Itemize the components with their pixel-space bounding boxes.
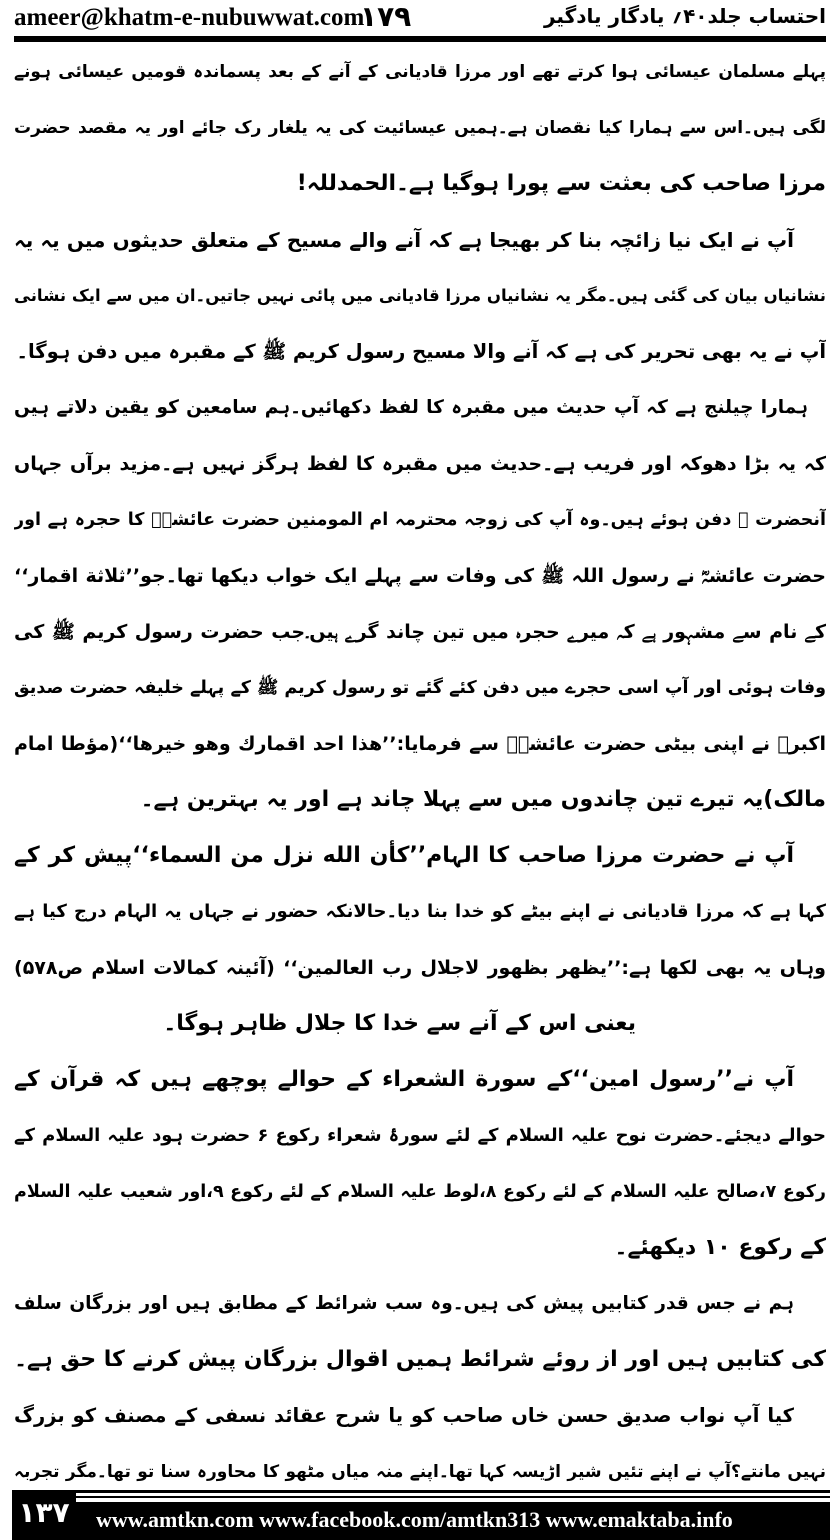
text-line: نشانیاں بیان کی گئی ہیں۔مگر یہ نشانیاں مرزا قادیانی میں پائی نہیں جاتیں۔ان میں سے ایک نشانی <box>14 286 826 305</box>
text-line: آنحضرت ﷺ دفن ہوئے ہیں۔وہ آپ کی زوجہ محترمہ ام المومنین حضرت عائشہؓ کا حجرہ ہے اور <box>14 510 826 530</box>
text-line: کے رکوع ۱۰ دیکھئے۔ <box>614 1235 826 1260</box>
text-line: ہمارا چیلنج ہے کہ آپ حدیث میں مقبرہ کا لفظ دکھائیں۔ہم سامعین کو یقین دلاتے ہیں <box>14 397 808 418</box>
footer-divider <box>76 1496 830 1498</box>
text-line: پہلے مسلمان عیسائی ہوا کرتے تھے اور مرزا قادیانی کے آنے کے بعد پسماندہ قومیں عیسائی ہونے <box>14 62 826 82</box>
text-line: مرزا صاحب کی بعثت سے پورا ہوگیا ہے۔الحمدللہ! <box>296 171 826 196</box>
text-line: حوالے دیجئے۔حضرت نوح علیہ السلام کے لئے سورۂ شعراء رکوع ۶ حضرت ہود علیہ السلام کے <box>14 1125 826 1146</box>
text-line: کہا ہے کہ مرزا قادیانی نے اپنے بیٹے کو خدا بنا دیا۔حالانکہ حضور نے جہاں یہ الہام درج کیا ہے <box>14 901 826 922</box>
text-line: کی کتابیں ہیں اور از روئے شرائط ہمیں اقوال بزرگان پیش کرنے کا حق ہے۔ <box>14 1347 826 1372</box>
text-line: ہم نے جس قدر کتابیں پیش کی ہیں۔وہ سب شرائط کے مطابق ہیں اور بزرگان سلف <box>14 1293 794 1314</box>
text-line: یعنی اس کے آنے سے خدا کا جلال ظاہر ہوگا۔ <box>163 1011 636 1036</box>
header-divider <box>14 36 826 42</box>
footer-divider <box>76 1490 830 1493</box>
text-line: کے نام سے مشہور ہے کہ میرے حجرہ میں تین چاند گرے ہیں۔جب حضرت رسول کریم ﷺ کی <box>14 621 826 643</box>
text-line: نہیں مانتے؟آپ نے اپنے تئیں شیر اڑیسہ کہا تھا۔اپنے منہ میاں مٹھو کا محاورہ سنا تو تھا۔مگر تجربہ <box>14 1462 826 1482</box>
text-line: حضرت عائشہؓ نے رسول اللہ ﷺ کی وفات سے پہلے ایک خواب دیکھا تھا۔جو’’ثلاثة اقمار‘‘ <box>14 565 826 587</box>
text-line: وفات ہوئی اور آپ اسی حجرے میں دفن کئے گئے تو رسول کریم ﷺ کے پہلے خلیفہ حضرت صدیق <box>14 678 826 698</box>
text-line: اکبرؓ نے اپنی بیٹی حضرت عائشہؓ سے فرمایا:’’ھذا احد اقمارك وھو خيرھا‘‘(مؤطا امام <box>14 733 826 755</box>
text-line: آپ نے یہ بھی تحریر کی ہے کہ آنے والا مسیح رسول کریم ﷺ کے مقبرہ میں دفن ہوگا۔ <box>16 340 826 363</box>
page-body <box>14 44 826 1500</box>
header-page-number: ۱۷۹ <box>360 0 412 33</box>
text-line: کہ یہ بڑا دھوکہ اور فریب ہے۔حدیث میں مقبرہ کا لفظ ہرگز نہیں ہے۔مزید برآں جہاں <box>14 453 826 475</box>
text-line: آپ نے’’رسول امین‘‘کے سورة الشعراء کے حوالے پوچھے ہیں کہ قرآن کے <box>14 1067 794 1092</box>
text-line: لگی ہیں۔اس سے ہمارا کیا نقصان ہے۔ہمیں عیسائیت کی یہ یلغار رک جائے اور یہ مقصد حضرت <box>14 118 826 138</box>
footer-links: www.amtkn.com www.facebook.com/amtkn313 www.emaktaba.info <box>76 1502 830 1540</box>
text-line: آپ نے حضرت مرزا صاحب کا الہام’’كأن الله نزل من السماء‘‘پیش کر کے <box>14 843 794 868</box>
text-line: مالک)یہ تیرے تین چاندوں میں سے پہلا چاند ہے اور یہ بہترین ہے۔ <box>140 787 826 812</box>
header-email: ameer@khatm-e-nubuwwat.com <box>14 4 365 31</box>
text-line: آپ نے ایک نیا زائچہ بنا کر بھیجا ہے کہ آنے والے مسیح کے متعلق حدیثوں میں یہ یہ <box>14 228 794 252</box>
header-book-title: احتساب جلد۴۰؍ یادگار یادگیر <box>543 4 826 28</box>
footer-page-number: ۱۳۷ <box>12 1490 76 1540</box>
text-line: رکوع ۷،صالح علیہ السلام کے لئے رکوع ۸،لوط علیہ السلام کے لئے رکوع ۹،اور شعیب علیہ السلام <box>14 1182 826 1202</box>
text-line: وہاں یہ بھی لکھا ہے:’’يظهر بظهور لاجلال رب العالمين‘‘ (آئینہ کمالات اسلام ص۵۷۸) <box>14 957 826 979</box>
text-line: کیا آپ نواب صدیق حسن خاں صاحب کو یا شرح عقائد نسفی کے مصنف کو بزرگ <box>14 1404 794 1427</box>
